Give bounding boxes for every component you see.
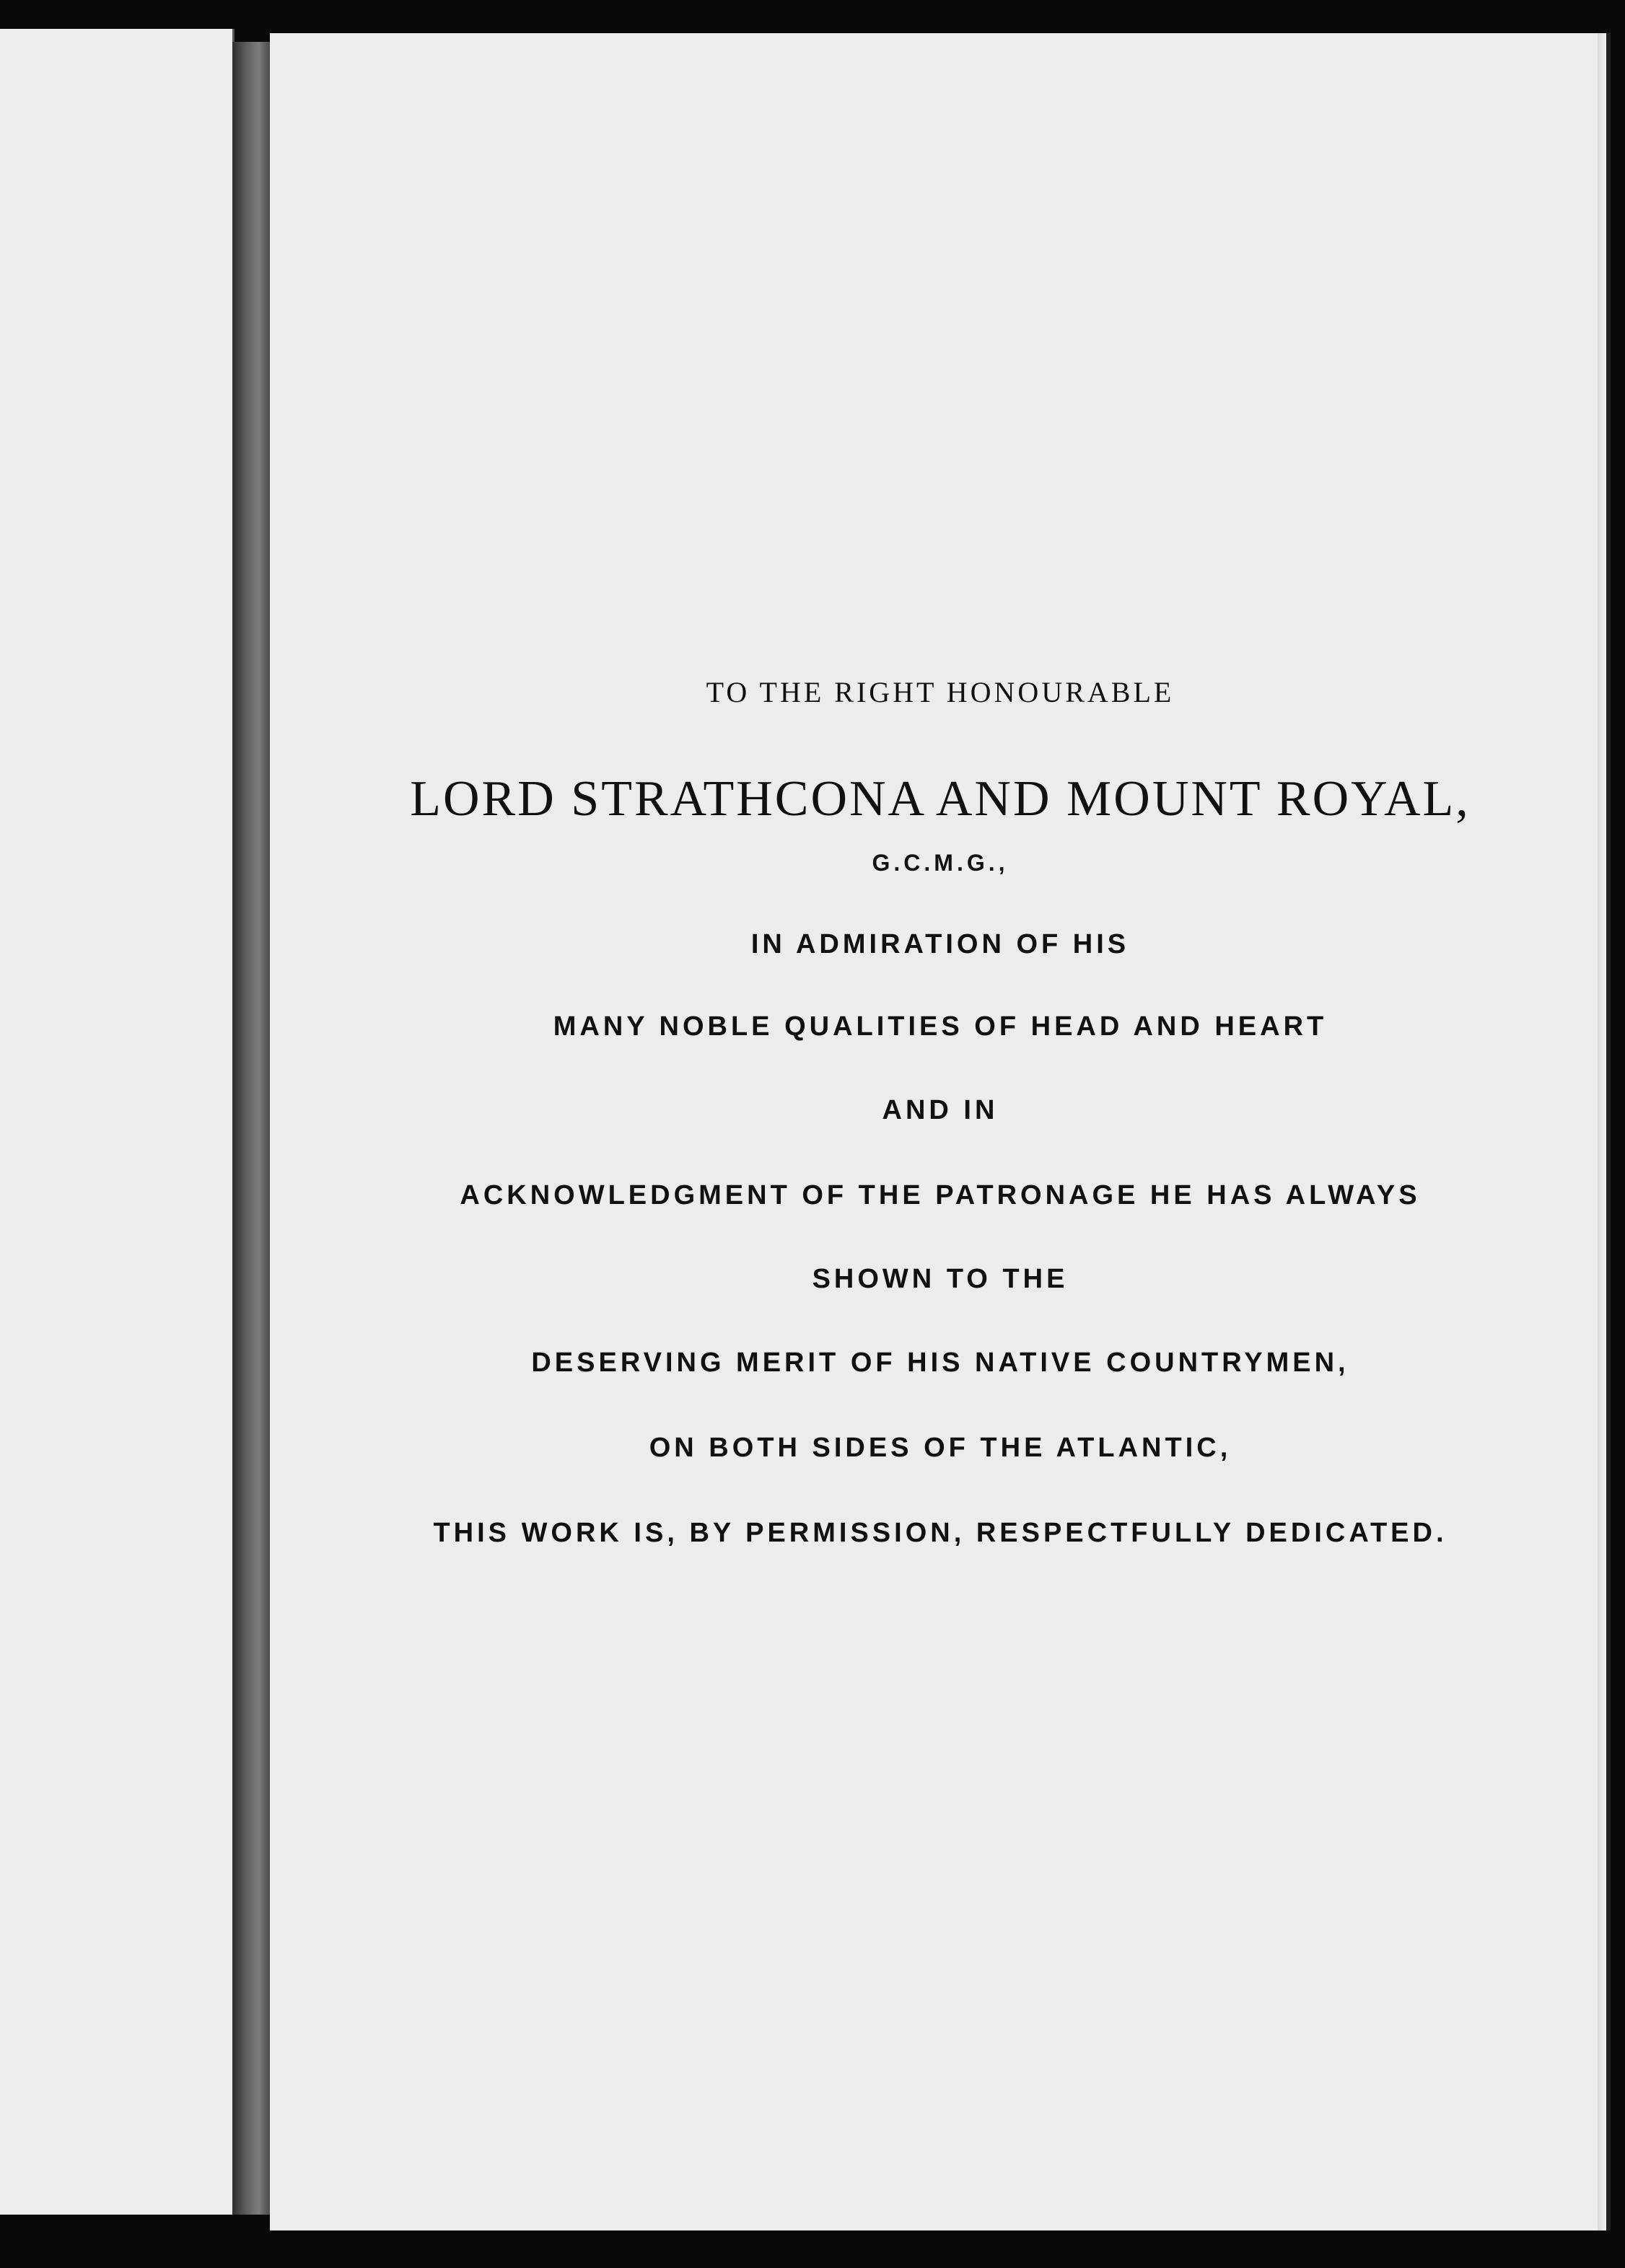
dedication-line-acknowledgment: ACKNOWLEDGMENT OF THE PATRONAGE HE HAS ALWAYS [460,1180,1421,1210]
dedication-line-merit: DESERVING MERIT OF HIS NATIVE COUNTRYMEN, [531,1348,1349,1378]
dedicatee-honours: G.C.M.G., [872,850,1009,876]
dedication-line-closing: THIS WORK IS, BY PERMISSION, RESPECTFULLY DEDICATED. [433,1518,1447,1548]
dedicatee-name: LORD STRATHCONA AND MOUNT ROYAL, [410,771,1471,827]
dedication-line-qualities: MANY NOBLE QUALITIES OF HEAD AND HEART [553,1011,1328,1042]
dedication-line-shown: SHOWN TO THE [812,1264,1069,1294]
book-gutter [232,42,270,2215]
dedication-opening: TO THE RIGHT HONOURABLE [706,676,1175,708]
dedication-line-and-in: AND IN [882,1095,999,1125]
dedication-page [270,33,1611,2230]
left-page [0,29,235,2215]
dedication-block [270,33,1606,2230]
dedication-line-atlantic: ON BOTH SIDES OF THE ATLANTIC, [649,1433,1232,1463]
dedication-line-admiration: IN ADMIRATION OF HIS [750,929,1130,959]
